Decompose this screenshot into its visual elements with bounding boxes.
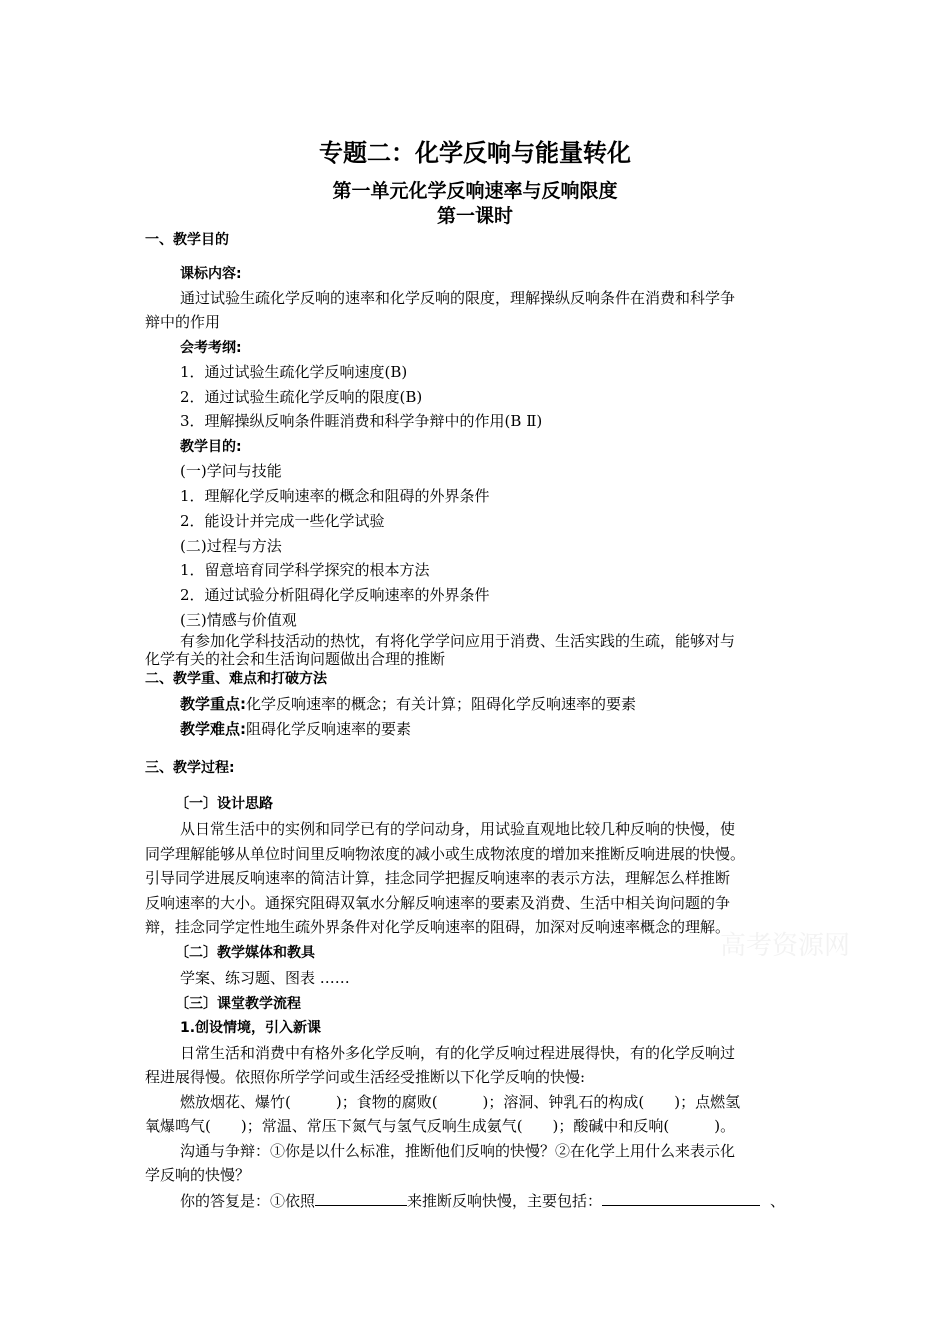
answer-suffix: 、 xyxy=(770,1192,786,1210)
difficult-point-line xyxy=(180,718,411,739)
exam-item: 2．通过试验生疏化学反响的限度(B) xyxy=(180,388,423,406)
discussion-line: 沟通与争辩：①你是以什么标准，推断他们反响的快慢？②在化学上用什么来表示化 xyxy=(180,1142,736,1160)
paragraph-line: 从日常生活中的实例和同学已有的学问动身，用试验直观地比较几种反响的快慢，使 xyxy=(180,820,736,838)
discussion-line: 学反响的快慢？ xyxy=(145,1166,251,1184)
key-point-text: 化学反响速率的概念；有关计算；阻碍化学反响速率的要素 xyxy=(246,695,637,713)
paragraph-line: 日常生活和消费中有格外多化学反响，有的化学反响过程进展得快，有的化学反响过 xyxy=(180,1044,736,1062)
answer-blank-2[interactable] xyxy=(602,1191,760,1206)
exam-outline-label: 会考考纲: xyxy=(180,340,242,356)
difficult-point-label: 教学难点: xyxy=(180,720,246,738)
curriculum-text-line: 辩中的作用 xyxy=(145,313,221,331)
answer-middle: 来推断反响快慢，主要包括： xyxy=(407,1192,603,1210)
section-3-heading: 三、教学过程: xyxy=(145,760,235,776)
design-idea-heading: 〔一〕设计思路 xyxy=(175,796,273,812)
paragraph-line: 同学理解能够从单位时间里反响物浓度的减小或生成物浓度的增加来推断反响进展的快慢。 xyxy=(145,845,746,863)
key-point-line xyxy=(180,693,636,714)
goal-item: 2．能设计并完成一些化学试验 xyxy=(180,512,385,530)
paragraph-line: 程进展得慢。依照你所学学问或生活经受推断以下化学反响的快慢: xyxy=(145,1068,586,1086)
exercise-line: 燃放烟花、爆竹( )；食物的腐败( )；溶洞、钟乳石的构成( )；点燃氢 xyxy=(180,1093,741,1111)
goal-text-line: 有参加化学科技活动的热忱，有将化学学问应用于消费、生活实践的生疏，能够对与 xyxy=(180,632,736,650)
curriculum-text-line: 通过试验生疏化学反响的速率和化学反响的限度，理解操纵反响条件在消费和科学争 xyxy=(180,289,736,307)
goal-group-title: (一)学问与技能 xyxy=(180,462,282,480)
watermark-logo: 高考资源网 xyxy=(720,931,851,961)
paragraph-line: 辩，挂念同学定性地生疏外界条件对化学反响速率的阻碍，加深对反响速率概念的理解。 xyxy=(145,918,731,936)
goal-group-title: (三)情感与价值观 xyxy=(180,611,297,629)
goal-item: 1．留意培育同学科学探究的根本方法 xyxy=(180,561,430,579)
paragraph-line: 引导同学进展反响速率的简洁计算，挂念同学把握反响速率的表示方法，理解怎么样推断 xyxy=(145,869,731,887)
document-title: 专题二：化学反响与能量转化 xyxy=(319,139,631,167)
class-flow-heading: 〔三〕课堂教学流程 xyxy=(175,996,301,1012)
media-heading: 〔二〕教学媒体和教具 xyxy=(175,945,315,961)
lesson-title: 第一课时 xyxy=(436,205,513,227)
exam-item: 1．通过试验生疏化学反响速度(B) xyxy=(180,363,408,381)
unit-subtitle: 第一单元化学反响速率与反响限度 xyxy=(332,180,618,202)
paragraph-line: 反响速率的大小。通探究阻碍双氧水分解反响速率的要素及消费、生活中相关询问题的争 xyxy=(145,894,731,912)
step-1-heading: 1.创设情境，引入新课 xyxy=(180,1020,322,1036)
media-text: 学案、练习题、图表 …… xyxy=(180,969,350,987)
key-point-label: 教学重点: xyxy=(180,695,246,713)
answer-blank-1[interactable] xyxy=(315,1191,407,1206)
goal-item: 2．通过试验分析阻碍化学反响速率的外界条件 xyxy=(180,586,490,604)
goal-group-title: (二)过程与方法 xyxy=(180,537,282,555)
answer-line xyxy=(180,1190,785,1211)
goal-item: 1．理解化学反响速率的概念和阻碍的外界条件 xyxy=(180,487,490,505)
goal-text-line: 化学有关的社会和生活询问题做出合理的推断 xyxy=(145,650,446,668)
difficult-point-text: 阻碍化学反响速率的要素 xyxy=(246,720,412,738)
exam-item: 3．理解操纵反响条件睚消费和科学争辩中的作用(B Ⅱ) xyxy=(180,412,543,430)
exercise-line: 氧爆鸣气( )；常温、常压下氮气与氢气反响生成氨气( )；酸碱中和反响( )。 xyxy=(145,1117,736,1135)
section-1-heading: 一、教学目的 xyxy=(145,232,229,248)
teaching-goals-label: 教学目的: xyxy=(180,439,242,455)
answer-prefix: 你的答复是：①依照 xyxy=(180,1192,316,1210)
curriculum-label: 课标内容: xyxy=(180,266,242,282)
section-2-heading: 二、教学重、难点和打破方法 xyxy=(145,671,327,687)
